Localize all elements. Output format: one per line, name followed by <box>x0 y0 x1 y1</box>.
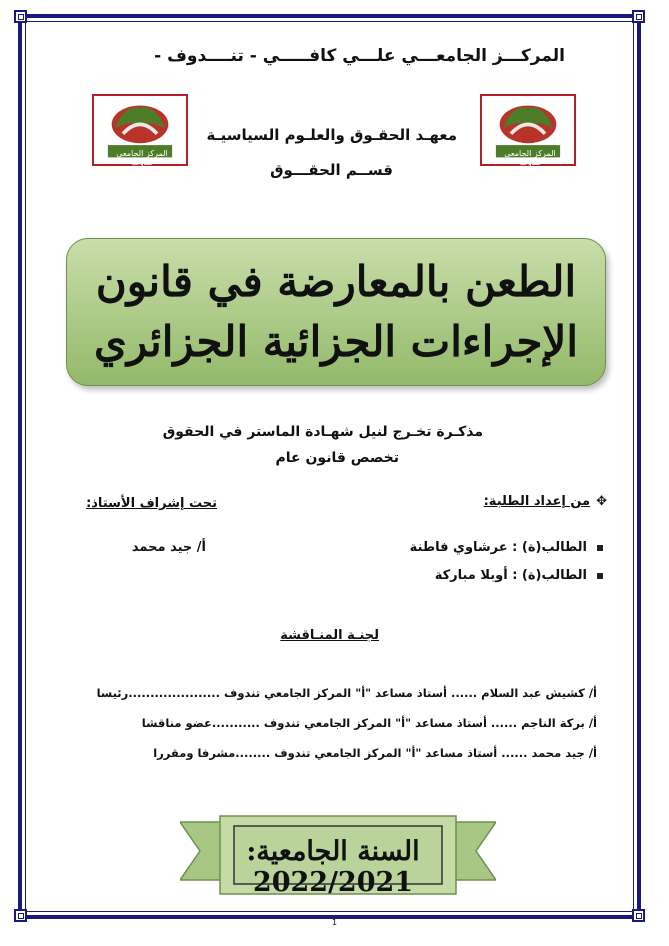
committee-member: أ/ بركة الناجم ...... أستاذ مساعد "أ" المركز الجامعي تندوف ...........عضو مناقشا <box>141 716 597 730</box>
committee-member: أ/ كشيش عبد السلام ...... أستاذ مساعد "أ" المركز الجامعي تندوف .....................رئيسا <box>96 686 597 700</box>
student-item <box>410 540 603 555</box>
supervisor-heading: تحت إشراف الأستاذ: <box>86 496 217 511</box>
student-name: الطالب(ة) : أوبلا مباركة <box>434 568 587 583</box>
corner-ornament <box>632 10 645 23</box>
students-heading-label: من إعداد الطلبة: <box>483 494 591 509</box>
student-item <box>435 568 603 583</box>
page-number: 1 <box>332 918 338 927</box>
thesis-title-line2: الإجراءات الجزائية الجزائري <box>93 317 579 366</box>
thesis-title-line1: الطعن بالمعارضة في قانون <box>95 257 577 306</box>
logo-caption: المركز الجامعي تندوف <box>504 149 556 167</box>
academic-year: السنة الجامعية: 2022/2021 <box>246 836 420 898</box>
corner-ornament <box>14 909 27 922</box>
committee-heading: لجنـة المنـاقشة <box>280 628 379 643</box>
diamond-bullet-icon: ✥ <box>596 494 607 509</box>
square-bullet-icon <box>597 573 603 579</box>
students-heading <box>484 494 607 509</box>
logo-caption: المركز الجامعي تندوف <box>116 149 168 167</box>
university-logo-left <box>92 94 188 166</box>
supervisor-name: أ/ جيد محمد <box>131 540 206 555</box>
memo-purpose: مذكـرة تخـرج لنيل شهـادة الماستر في الحقوق <box>162 424 483 440</box>
corner-ornament <box>632 909 645 922</box>
university-name: المركـــز الجامعـــي علـــي كافـــــي - تنــــدوف - <box>154 46 565 66</box>
square-bullet-icon <box>597 545 603 551</box>
institute-name: معهـد الحقـوق والعلـوم السياسيـة <box>206 126 457 144</box>
committee-member: أ/ جيد محمد ...... أستاذ مساعد "أ" المركز الجامعي تندوف ........مشرفا ومقررا <box>153 746 597 760</box>
thesis-title-box <box>66 238 606 386</box>
department-name: قســم الحقـــوق <box>270 161 393 179</box>
student-name: الطالب(ة) : عرشاوي فاطنة <box>409 540 587 555</box>
memo-specialty: تخصص قانون عام <box>275 450 399 466</box>
university-logo-right <box>480 94 576 166</box>
corner-ornament <box>14 10 27 23</box>
